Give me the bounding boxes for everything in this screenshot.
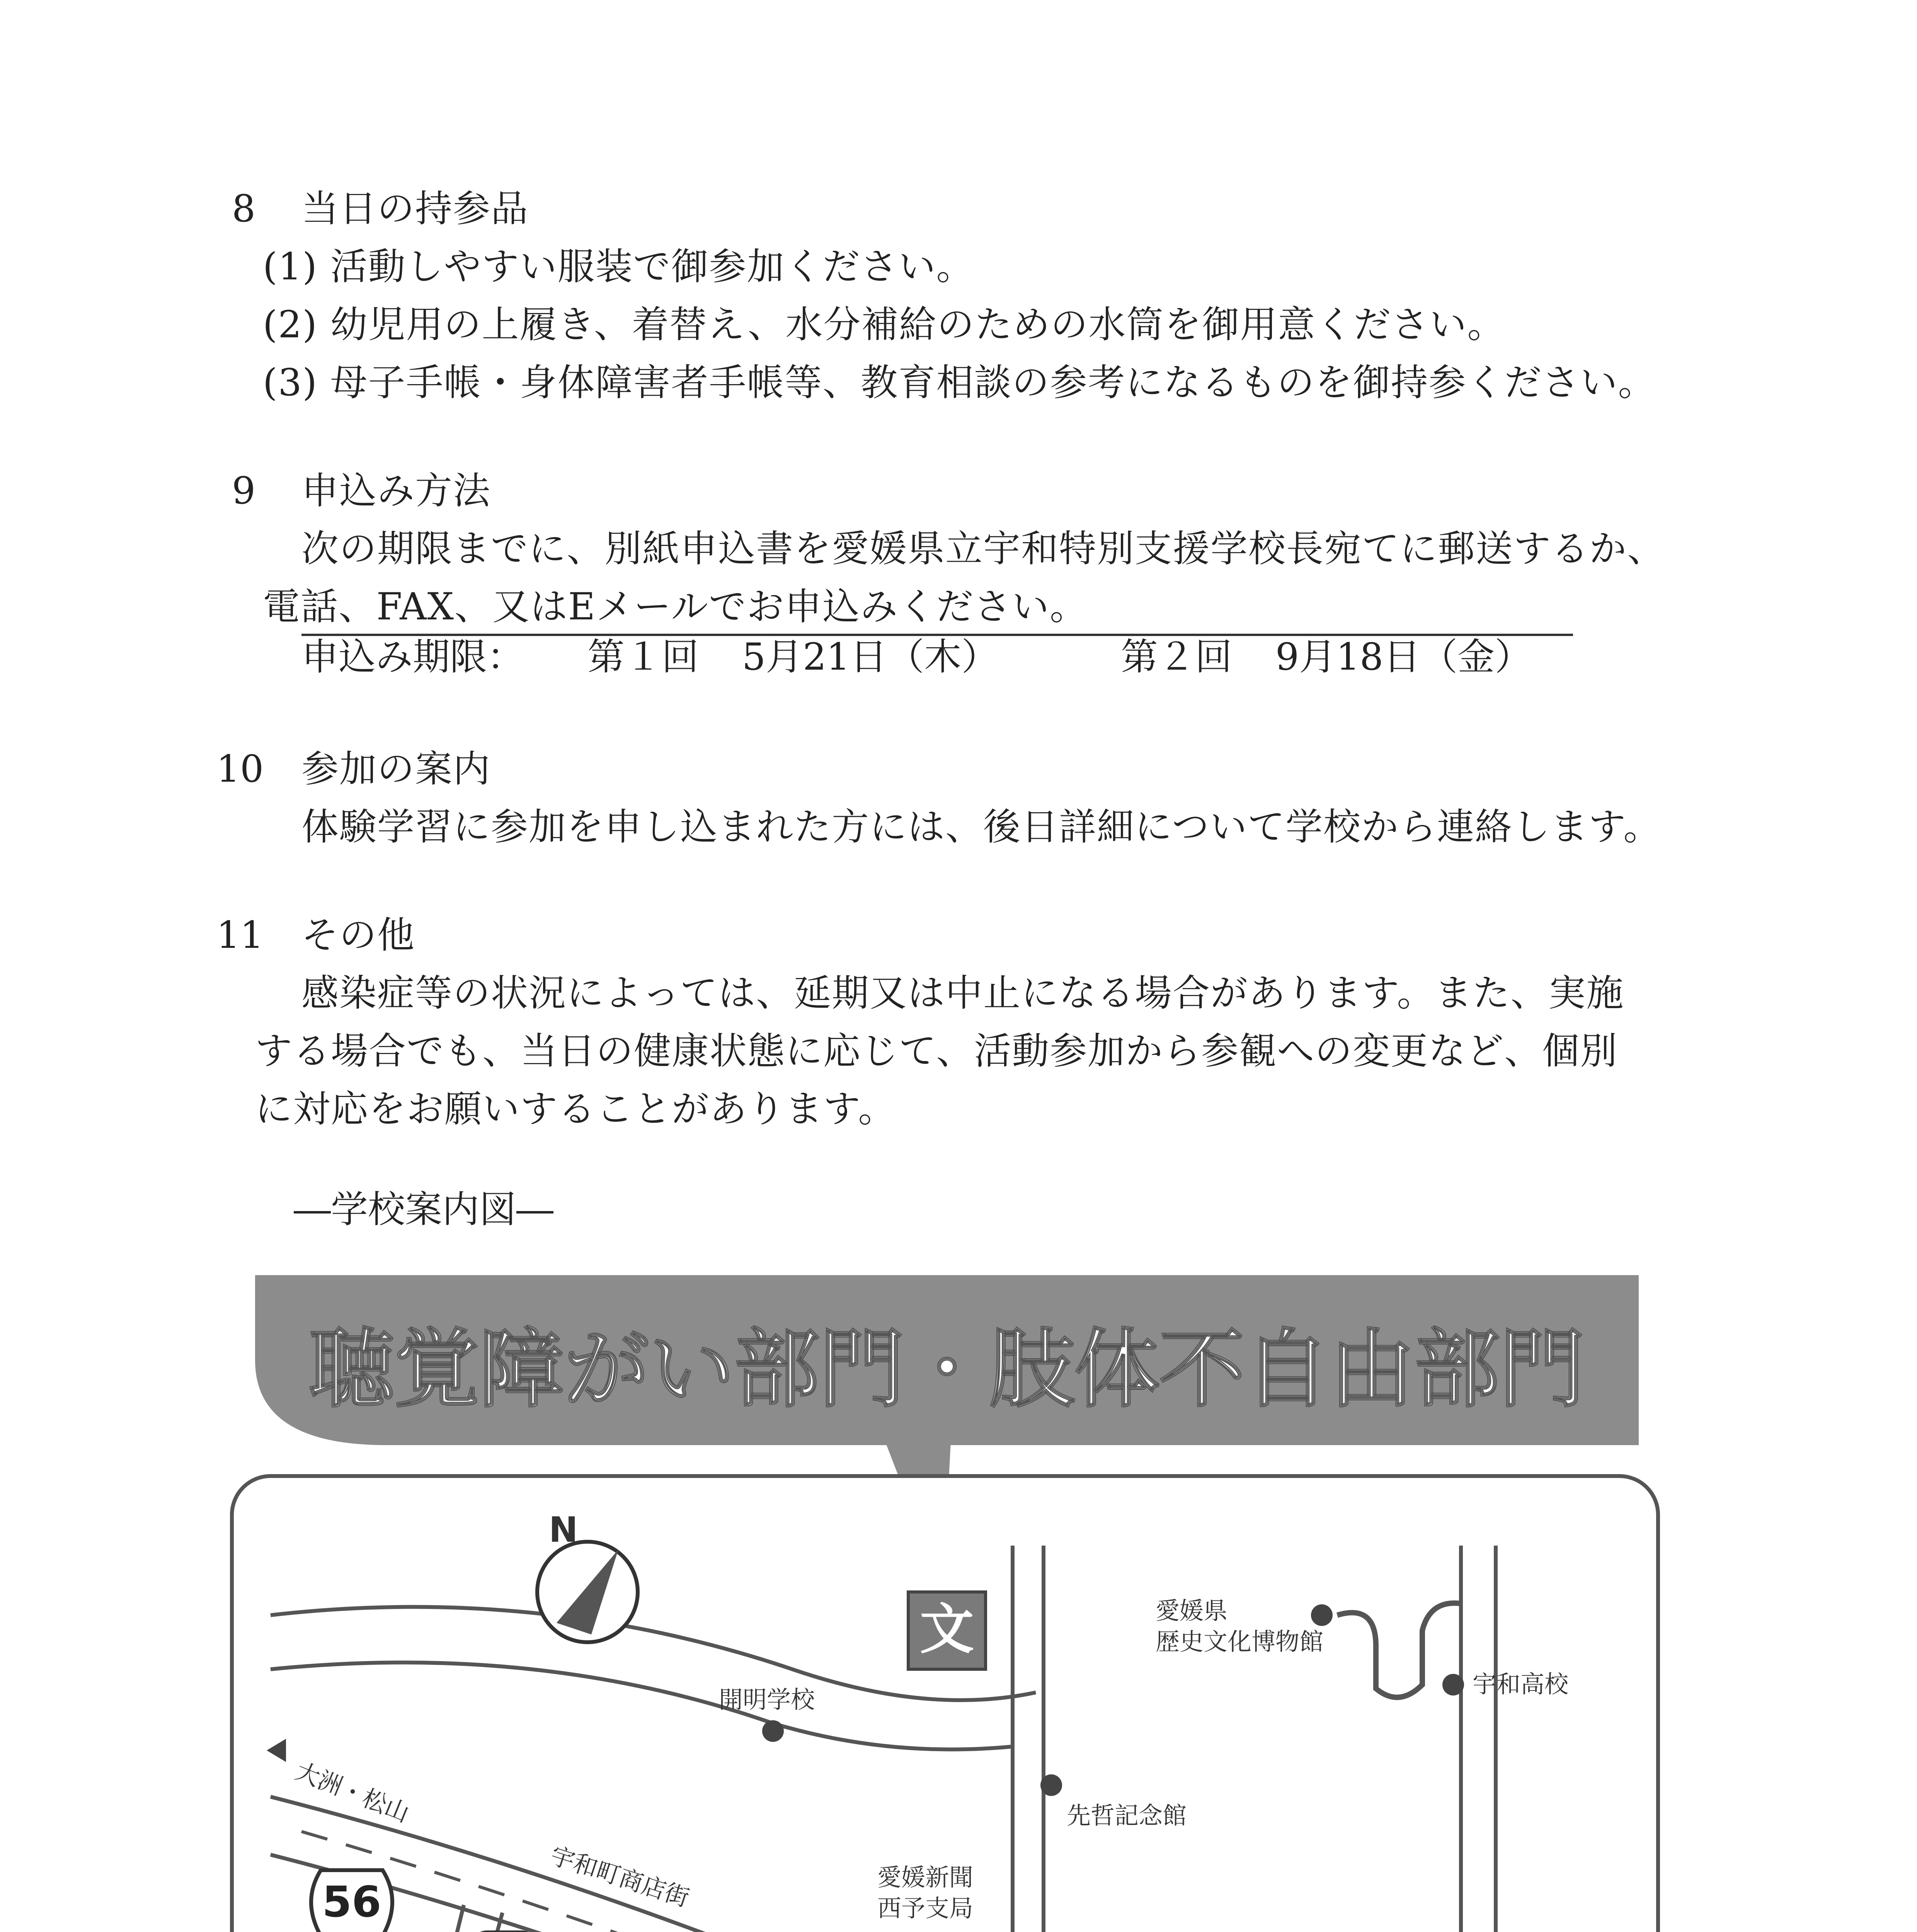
section-10-heading: 参加の案内 (301, 747, 491, 791)
compass-label: N (549, 1510, 578, 1550)
deadline-second-date: 9月18日（金） (1275, 635, 1532, 679)
label-seiyo-branch: 西予支局 (877, 1894, 974, 1922)
section-8-item-2: (2) 幼児用の上履き、着替え、水分補給のための水筒を御用意ください。 (263, 303, 1505, 346)
label-kaimei: 開明学校 (719, 1685, 815, 1714)
section-9-body-2: 電話、FAX、又はEメールでお申込みください。 (263, 585, 1088, 628)
map-caption: ―学校案内図― (294, 1188, 553, 1231)
banner-title: 聴覚障がい部門・肢体不自由部門 (309, 1320, 1585, 1419)
section-8-heading: 当日の持参品 (301, 187, 529, 230)
section-9-heading: 申込み方法 (301, 469, 491, 512)
deadline-label: 申込み期限： (301, 635, 524, 679)
section-11-body-2: する場合でも、当日の健康状態に応じて、活動参加から参観への変更など、個別 (255, 1029, 1618, 1073)
label-museum-1: 愛媛県 (1156, 1597, 1228, 1625)
section-8-item-3: (3) 母子手帳・身体障害者手帳等、教育相談の参考になるものを御持参ください。 (263, 361, 1656, 404)
deadline-first-round: 第１回 (587, 635, 699, 679)
section-11-body-1: 感染症等の状況によっては、延期又は中止になる場合があります。また、実施 (301, 971, 1624, 1015)
landmark-dot-uwa-high (1442, 1674, 1464, 1696)
route-56-number: 56 (322, 1877, 381, 1927)
landmark-dot-kaimei (762, 1720, 784, 1742)
section-9-number: 9 (232, 469, 256, 512)
section-10-body: 体験学習に参加を申し込まれた方には、後日詳細について学校から連絡します。 (301, 805, 1662, 849)
section-11-heading: その他 (301, 913, 415, 957)
deadline-second-round: 第２回 (1121, 635, 1232, 679)
landmark-dot-museum (1311, 1604, 1333, 1626)
section-11-number: 11 (216, 913, 264, 957)
section-9-body-1: 次の期限までに、別紙申込書を愛媛県立宇和特別支援学校長宛てに郵送するか、 (301, 527, 1665, 570)
section-8-number: 8 (232, 187, 256, 230)
label-ozu-matsuyama: 大洲・松山 (291, 1757, 414, 1828)
label-museum-2: 歴史文化博物館 (1156, 1628, 1324, 1656)
section-8-item-1: (1) 活動しやすい服装で御参加ください。 (263, 245, 974, 288)
landmark-dot-sentetsu (1040, 1774, 1062, 1796)
school-symbol: 文 (919, 1598, 974, 1661)
label-ehime-shinbun: 愛媛新聞 (877, 1863, 974, 1891)
label-shotengai: 宇和町商店街 (547, 1841, 693, 1913)
section-11-body-3: に対応をお願いすることがあります。 (255, 1087, 896, 1131)
label-uwa-high: 宇和高校 (1473, 1670, 1569, 1698)
section-10-number: 10 (216, 747, 264, 791)
deadline-first-date: 5月21日（木） (742, 635, 999, 679)
label-sentetsu: 先哲記念館 (1067, 1801, 1187, 1830)
